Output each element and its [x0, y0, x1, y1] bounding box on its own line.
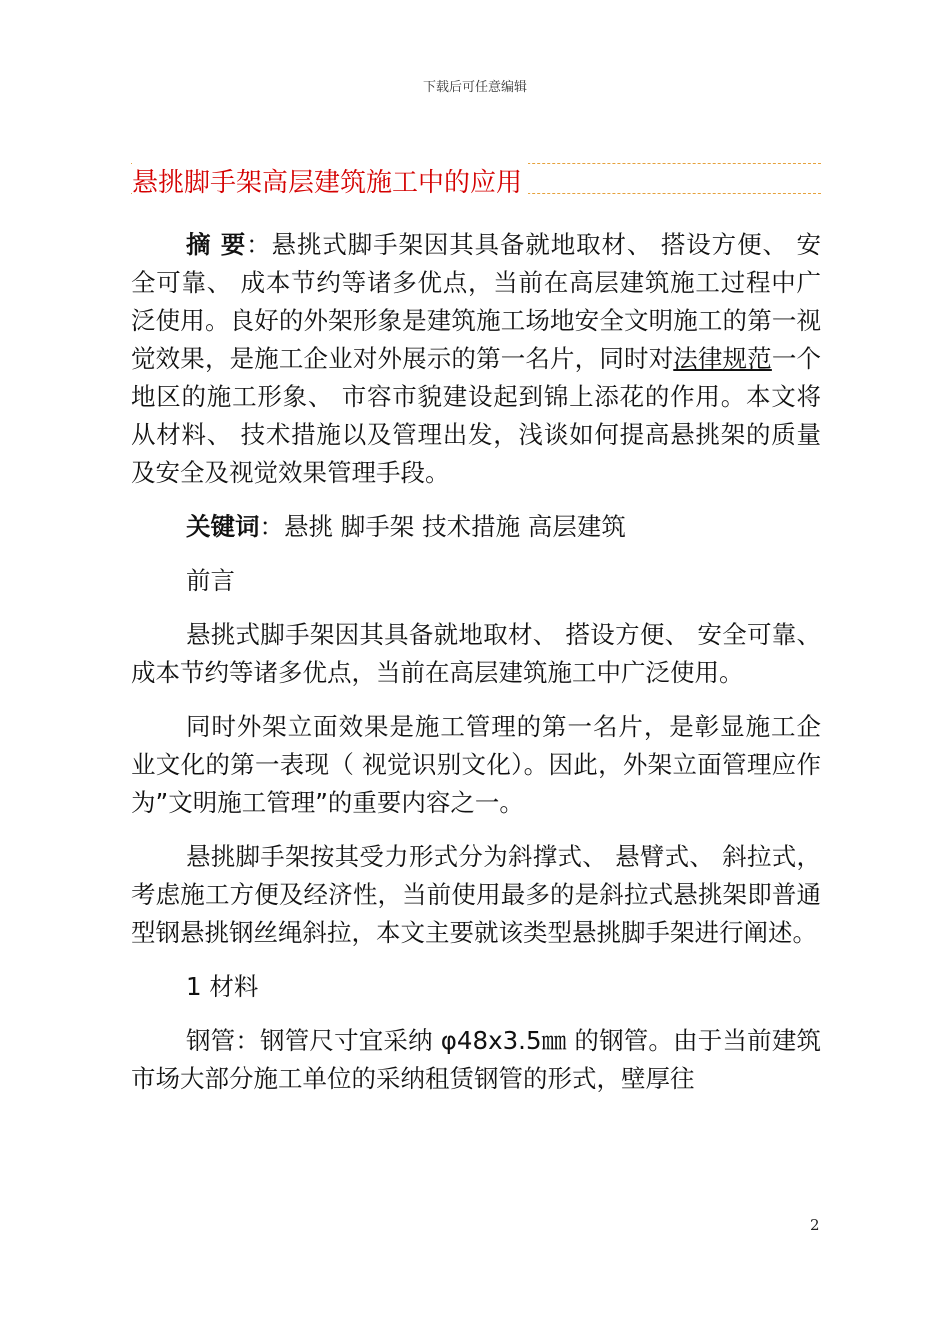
page-header: 下载后可任意编辑: [422, 80, 527, 95]
abstract-text-before: ：悬挑式脚手架因其具备就地取材、 搭设方便、 安全可靠、 成本节约等诸多优点，当前在高层建筑施工过程中广泛使用。良好的外架形象是建筑施工场地安全文明施工的第一视觉效果，是施工企业对外展示的第一名片，同时对: [131, 230, 821, 373]
abstract-text-after: 一个地区的施工形象、 市容市貌建设起到锦上添花的作用。本文将从材料、 技术措施以及管理出发，浅谈如何提高悬挑架的质量及安全及视觉效果管理手段。: [131, 344, 822, 487]
abstract-paragraph: [131, 226, 821, 492]
abstract-label: 摘 要: [186, 230, 247, 259]
keywords-text: ：悬挑 脚手架 技术措施 高层建筑: [259, 512, 626, 541]
body-paragraph: 悬挑脚手架按其受力形式分为斜撑式、 悬臂式、 斜拉式，考虑施工方便及经济性，当前使用最多的是斜拉式悬挑架即普通型钢悬挑钢丝绳斜拉，本文主要就该类型悬挑脚手架进行阐述。: [131, 842, 821, 947]
page-number: 2: [810, 1216, 820, 1234]
section-1-paragraph: 钢管：钢管尺寸宜采纳 φ48x3.5㎜ 的钢管。由于当前建筑市场大部分施工单位的采纳租赁钢管的形式，壁厚往: [131, 1026, 821, 1093]
body-paragraph: 同时外架立面效果是施工管理的第一名片，是彰显施工企业文化的第一表现（ 视觉识别文化）。因此，外架立面管理应作为”文明施工管理”的重要内容之一。: [131, 712, 821, 817]
document-body: [131, 226, 821, 1098]
keywords-paragraph: [131, 508, 821, 546]
body-paragraph: 悬挑式脚手架因其具备就地取材、 搭设方便、 安全可靠、 成本节约等诸多优点，当前在高层建筑施工中广泛使用。: [131, 620, 821, 687]
keywords-label: 关键词: [186, 512, 260, 541]
section-1-heading: 1 材料: [186, 972, 259, 1001]
document-title: 悬挑脚手架高层建筑施工中的应用: [132, 162, 528, 199]
abstract-link[interactable]: 法律规范: [673, 344, 772, 373]
preface-heading: 前言: [186, 566, 235, 595]
